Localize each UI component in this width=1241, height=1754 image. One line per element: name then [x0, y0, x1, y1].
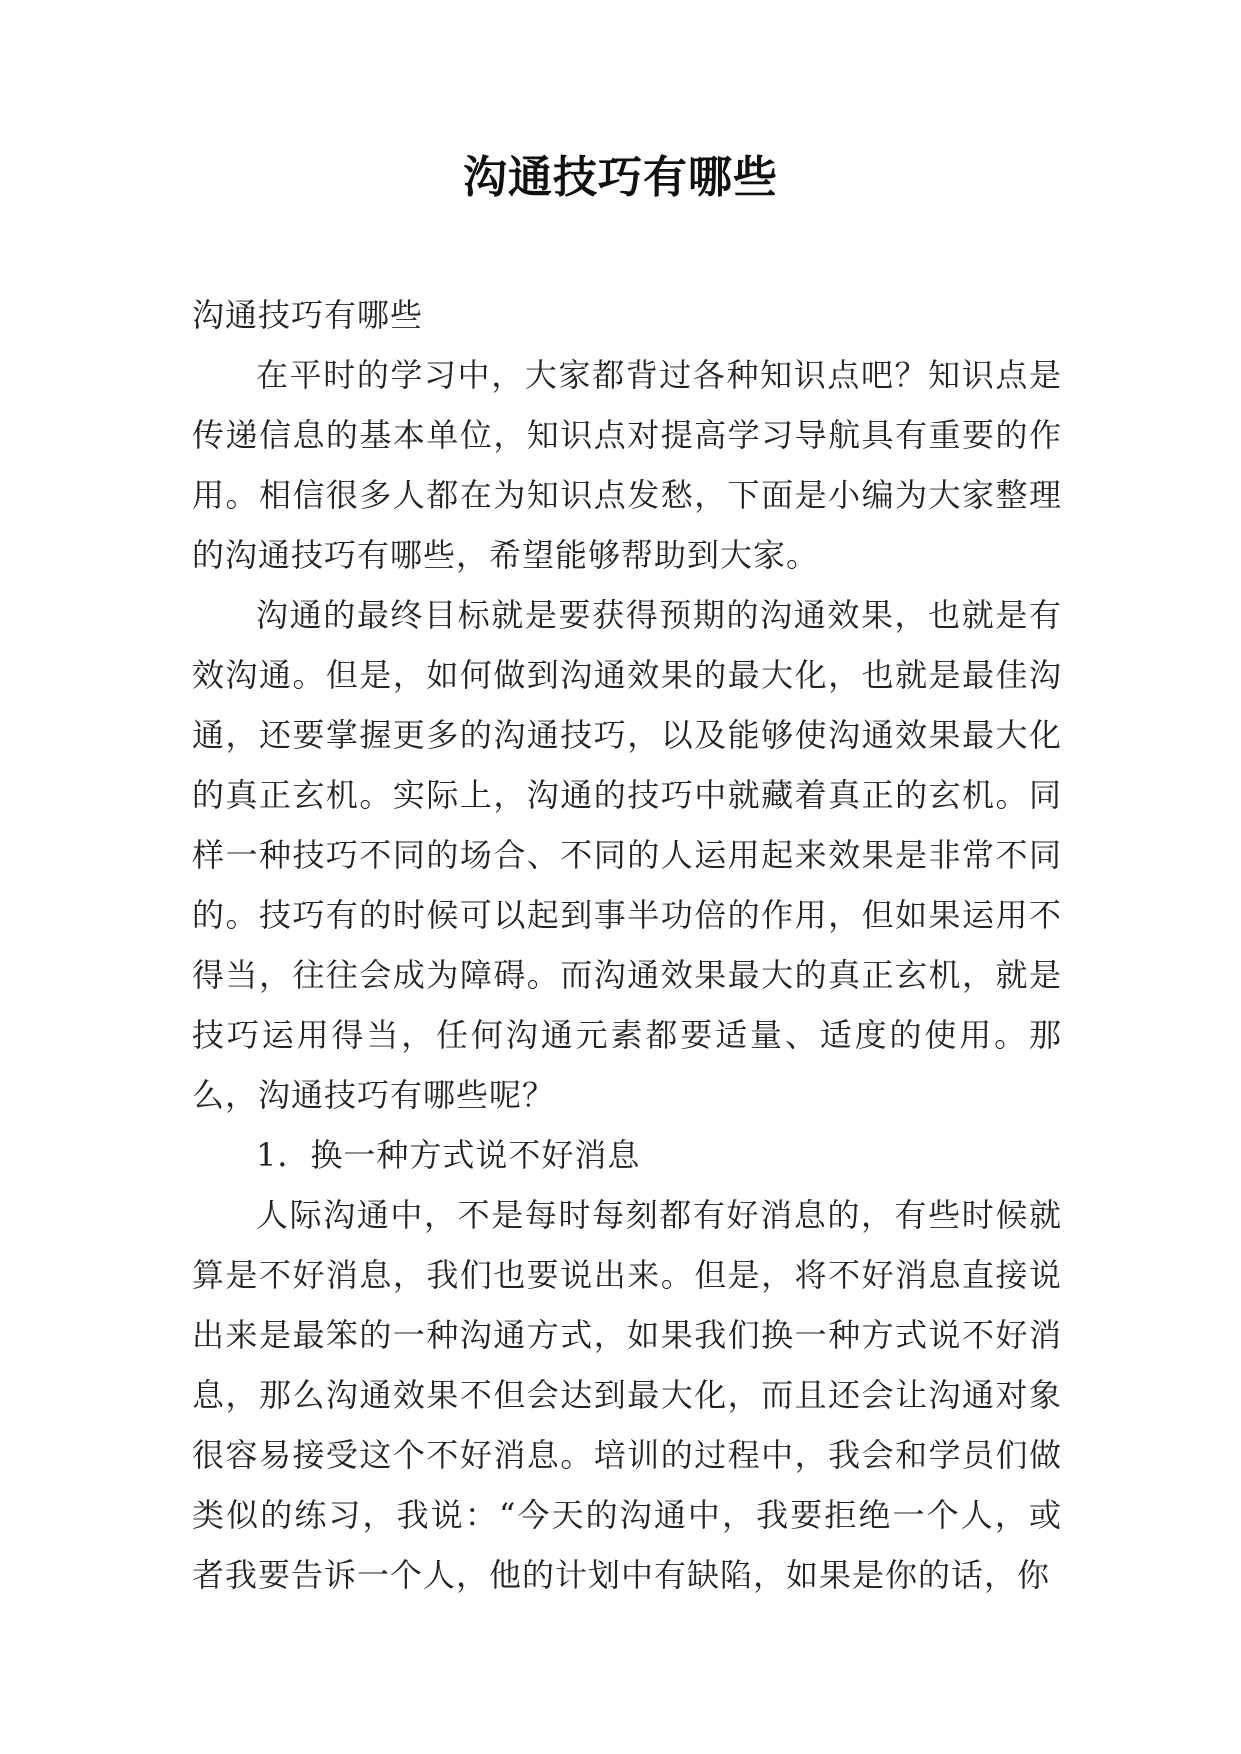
document-body: [192, 285, 1062, 1605]
body-paragraph: 沟通的最终目标就是要获得预期的沟通效果，也就是有效沟通。但是，如何做到沟通效果的最大化，也就是最佳沟通，还要掌握更多的沟通技巧，以及能够使沟通效果最大化的真正玄机。实际上，沟通的技巧中就藏着真正的玄机。同样一种技巧不同的场合、不同的人运用起来效果是非常不同的。技巧有的时候可以起到事半功倍的作用，但如果运用不得当，往往会成为障碍。而沟通效果最大的真正玄机，就是技巧运用得当，任何沟通元素都要适量、适度的使用。那么，沟通技巧有哪些呢？: [192, 596, 1062, 1114]
body-paragraph-continued: 人际沟通中，不是每时每刻都有好消息的，有些时候就算是不好消息，我们也要说出来。但是，将不好消息直接说出来是最笨的一种沟通方式，如果我们换一种方式说不好消息，那么沟通效果不但会达到最大化，而且还会让沟通对象很容易接受这个不好消息。培训的过程中，我会和学员们做类似的练习，我说：“今天的沟通中，我要拒绝一个人，或者我要告诉一个人，他的计划中有缺陷，如果是你的话，你: [192, 1196, 1062, 1594]
subtitle-paragraph: 沟通技巧有哪些: [192, 296, 424, 334]
document-title: 沟通技巧有哪些: [463, 152, 778, 203]
intro-paragraph: 在平时的学习中，大家都背过各种知识点吧？知识点是传递信息的基本单位，知识点对提高学习导航具有重要的作用。相信很多人都在为知识点发愁，下面是小编为大家整理的沟通技巧有哪些，希望能够帮助到大家。: [192, 356, 1062, 574]
section-heading: 1．换一种方式说不好消息: [256, 1136, 641, 1174]
